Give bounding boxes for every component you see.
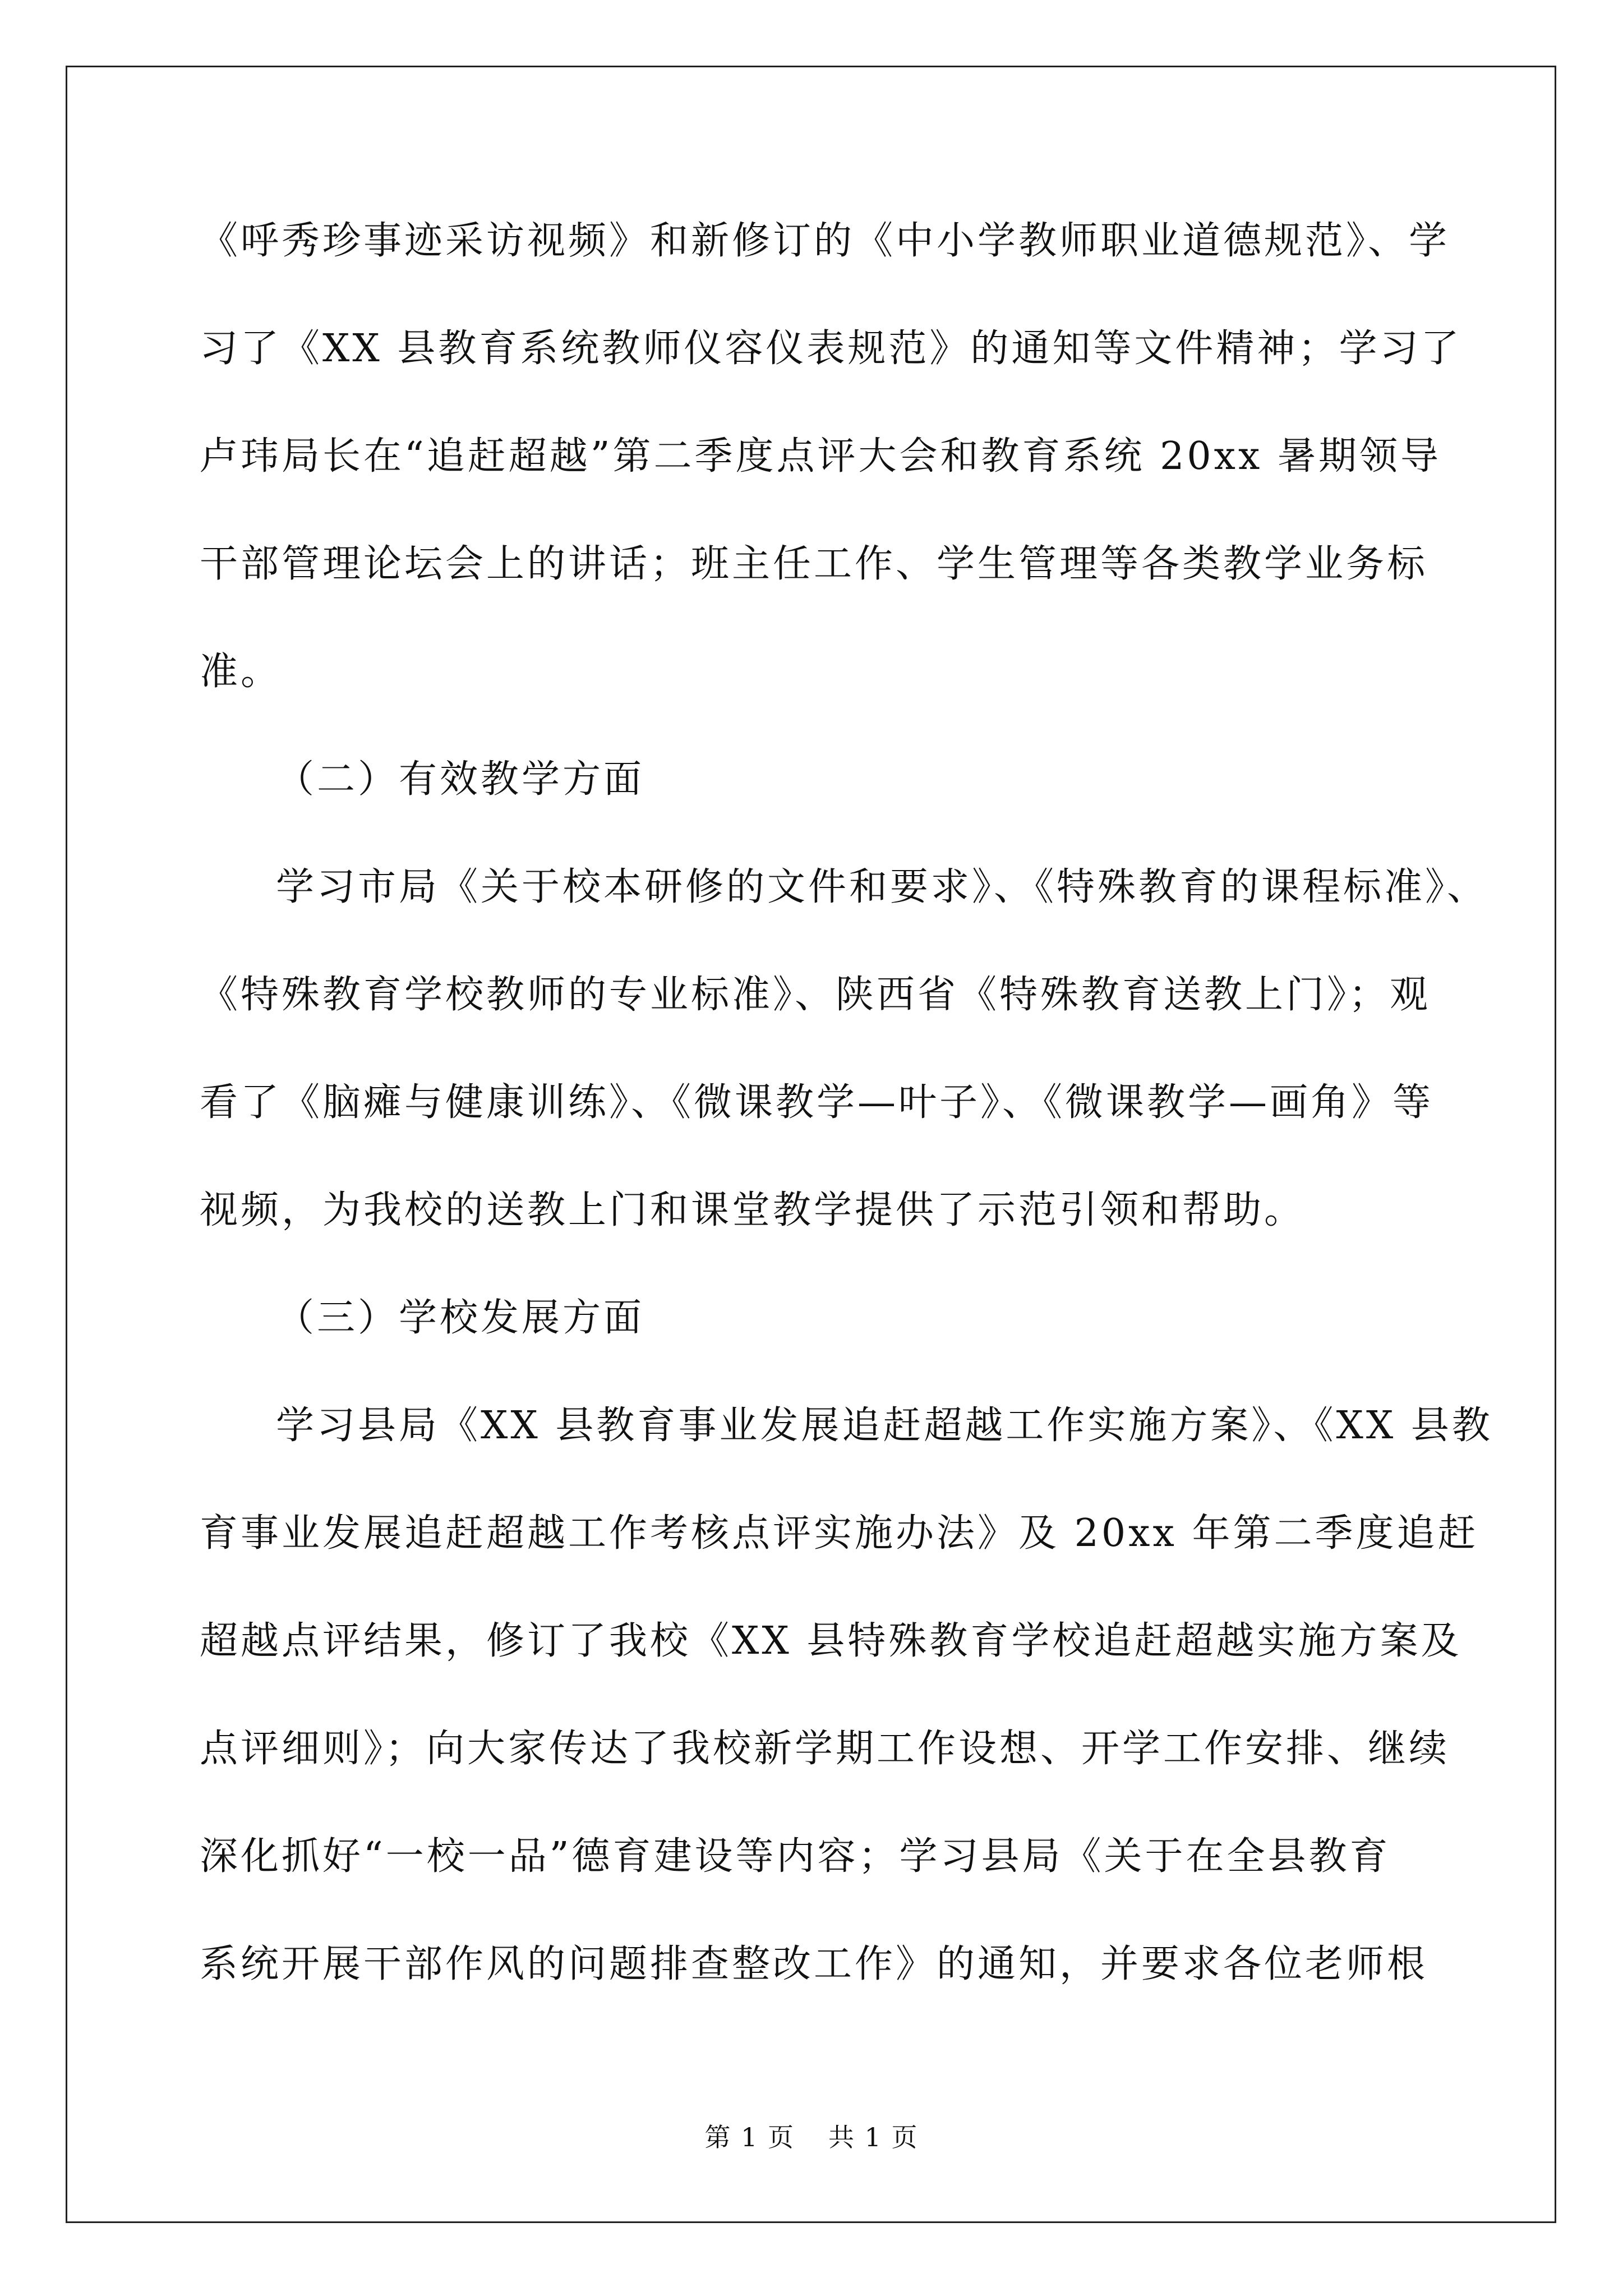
text-line: 《呼秀珍事迹采访视频》和新修订的《中小学教师职业道德规范》、学: [200, 219, 1450, 263]
page-number: 第 1 页: [704, 2122, 795, 2152]
page-total: 共 1 页: [828, 2122, 919, 2152]
text-line: 视频，为我校的送教上门和课堂教学提供了示范引领和帮助。: [200, 1188, 1306, 1232]
text-line: 干部管理论坛会上的讲话；班主任工作、学生管理等各类教学业务标: [200, 542, 1428, 586]
text-line: 育事业发展追赶超越工作考核点评实施办法》及 20xx 年第二季度追赶: [200, 1511, 1479, 1556]
text-line: 《特殊教育学校教师的专业标准》、陕西省《特殊教育送教上门》；观: [200, 973, 1431, 1017]
page-footer: [0, 2120, 1623, 2154]
section-heading: （二）有效教学方面: [276, 757, 645, 802]
paragraph-start-line: 学习市局《关于校本研修的文件和要求》、《特殊教育的课程标准》、: [276, 865, 1488, 909]
document-body: [200, 214, 1493, 2045]
text-line: 看了《脑瘫与健康训练》、《微课教学—叶子》、《微课教学—画角》等: [200, 1080, 1434, 1125]
text-line: 点评细则》；向大家传达了我校新学期工作设想、开学工作安排、继续: [200, 1727, 1450, 1771]
text-line: 超越点评结果，修订了我校《XX 县特殊教育学校追赶超越实施方案及: [200, 1619, 1462, 1663]
text-line: 系统开展干部作风的问题排查整改工作》的通知，并要求各位老师根: [200, 1942, 1428, 1986]
text-line: 卢玮局长在“追赶超越”第二季度点评大会和教育系统 20xx 暑期领导: [200, 434, 1441, 478]
text-line: 准。: [200, 650, 282, 694]
text-line: 习了《XX 县教育系统教师仪容仪表规范》的通知等文件精神；学习了: [200, 326, 1462, 371]
section-heading: （三）学校发展方面: [276, 1296, 645, 1340]
text-line: 深化抓好“一校一品”德育建设等内容；学习县局《关于在全县教育: [200, 1834, 1391, 1879]
paragraph-start-line: 学习县局《XX 县教育事业发展追赶超越工作实施方案》、《XX 县教: [276, 1404, 1493, 1448]
